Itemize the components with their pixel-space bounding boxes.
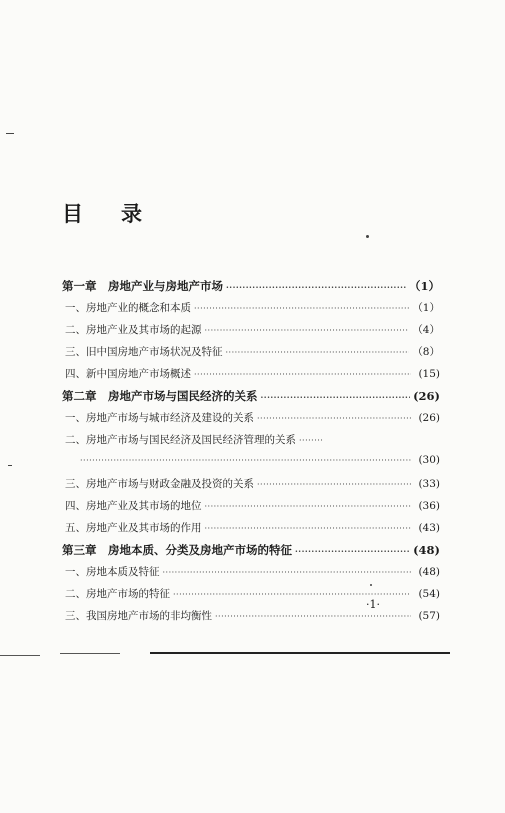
toc-section: [62, 564, 440, 586]
leader-dots: [80, 456, 411, 465]
toc-label: 四、新中国房地产市场概述: [65, 368, 191, 380]
scan-speck: [366, 235, 369, 238]
toc-chapter-3: [62, 542, 440, 564]
toc-section-continuation: [62, 454, 440, 476]
leader-dots: [163, 568, 412, 577]
toc-page-ref: (26): [418, 412, 440, 424]
toc-page-ref: (15): [418, 368, 440, 380]
toc-page-ref: (48): [413, 543, 440, 557]
toc-chapter-1: [62, 278, 440, 300]
toc-section: [62, 608, 440, 630]
scan-speck: [8, 465, 12, 466]
toc-label: 一、房地本质及特征: [65, 566, 160, 578]
toc-page-ref: （4）: [412, 324, 440, 336]
scan-speck: [370, 584, 372, 586]
toc-label: 五、房地产业及其市场的作用: [65, 522, 202, 534]
toc-page-ref: （1）: [412, 302, 440, 314]
toc-page-ref: (43): [418, 522, 440, 534]
leader-dots: [215, 612, 411, 621]
toc-section: [62, 300, 440, 322]
toc-page-ref: （8）: [412, 346, 440, 358]
toc-section: [62, 476, 440, 498]
toc-page-ref: （1）: [408, 279, 440, 293]
leader-dots: [295, 546, 410, 556]
leader-dots: [205, 524, 412, 533]
scan-edge-line: [60, 653, 120, 654]
toc-chapter-2: [62, 388, 440, 410]
toc-section-long: [62, 432, 440, 454]
leader-dots: [194, 370, 411, 379]
toc-label: 三、旧中国房地产市场状况及特征: [65, 346, 223, 358]
toc-section: [62, 322, 440, 344]
toc-label: 四、房地产业及其市场的地位: [65, 500, 202, 512]
leader-dots: [261, 392, 411, 402]
toc-section: [62, 586, 440, 608]
scan-edge-line: [150, 652, 450, 654]
leader-dots: [194, 304, 409, 313]
toc-label: 第二章 房地产市场与国民经济的关系: [62, 389, 258, 403]
toc-label: 三、房地产市场与财政金融及投资的关系: [65, 478, 254, 490]
toc-label: 二、房地产市场与国民经济及国民经济管理的关系: [65, 434, 296, 446]
toc-section: [62, 520, 440, 542]
toc-page-ref: (57): [418, 610, 440, 622]
leader-dots: [205, 502, 412, 511]
leader-dots: [257, 480, 411, 489]
page-number: ·1·: [366, 598, 380, 611]
toc-page-ref: (48): [418, 566, 440, 578]
leader-dots: [299, 436, 323, 445]
toc-page-ref: (54): [418, 588, 440, 600]
toc-page-ref: (30): [418, 454, 440, 466]
toc-label: 一、房地产业的概念和本质: [65, 302, 191, 314]
toc-section: [62, 498, 440, 520]
scan-edge-line: [0, 655, 40, 656]
title-char-2: 录: [121, 201, 142, 226]
toc-page-ref: (26): [413, 389, 440, 403]
leader-dots: [226, 282, 406, 292]
toc-label: 第三章 房地本质、分类及房地产市场的特征: [62, 543, 292, 557]
leader-dots: [257, 414, 411, 423]
toc-page-ref: (33): [418, 478, 440, 490]
toc-label: 第一章 房地产业与房地产市场: [62, 279, 223, 293]
leader-dots: [205, 326, 410, 335]
page-title: [62, 198, 142, 228]
title-char-1: 目: [62, 201, 83, 226]
leader-dots: [226, 348, 410, 357]
toc-label: 三、我国房地产市场的非均衡性: [65, 610, 212, 622]
toc-label: 一、房地产市场与城市经济及建设的关系: [65, 412, 254, 424]
toc-section: [62, 344, 440, 366]
table-of-contents: [62, 278, 440, 630]
toc-page-ref: (36): [418, 500, 440, 512]
toc-section: [62, 410, 440, 432]
toc-label: 二、房地产业及其市场的起源: [65, 324, 202, 336]
scan-speck: [6, 133, 14, 134]
toc-label: 二、房地产市场的特征: [65, 588, 170, 600]
toc-section: [62, 366, 440, 388]
